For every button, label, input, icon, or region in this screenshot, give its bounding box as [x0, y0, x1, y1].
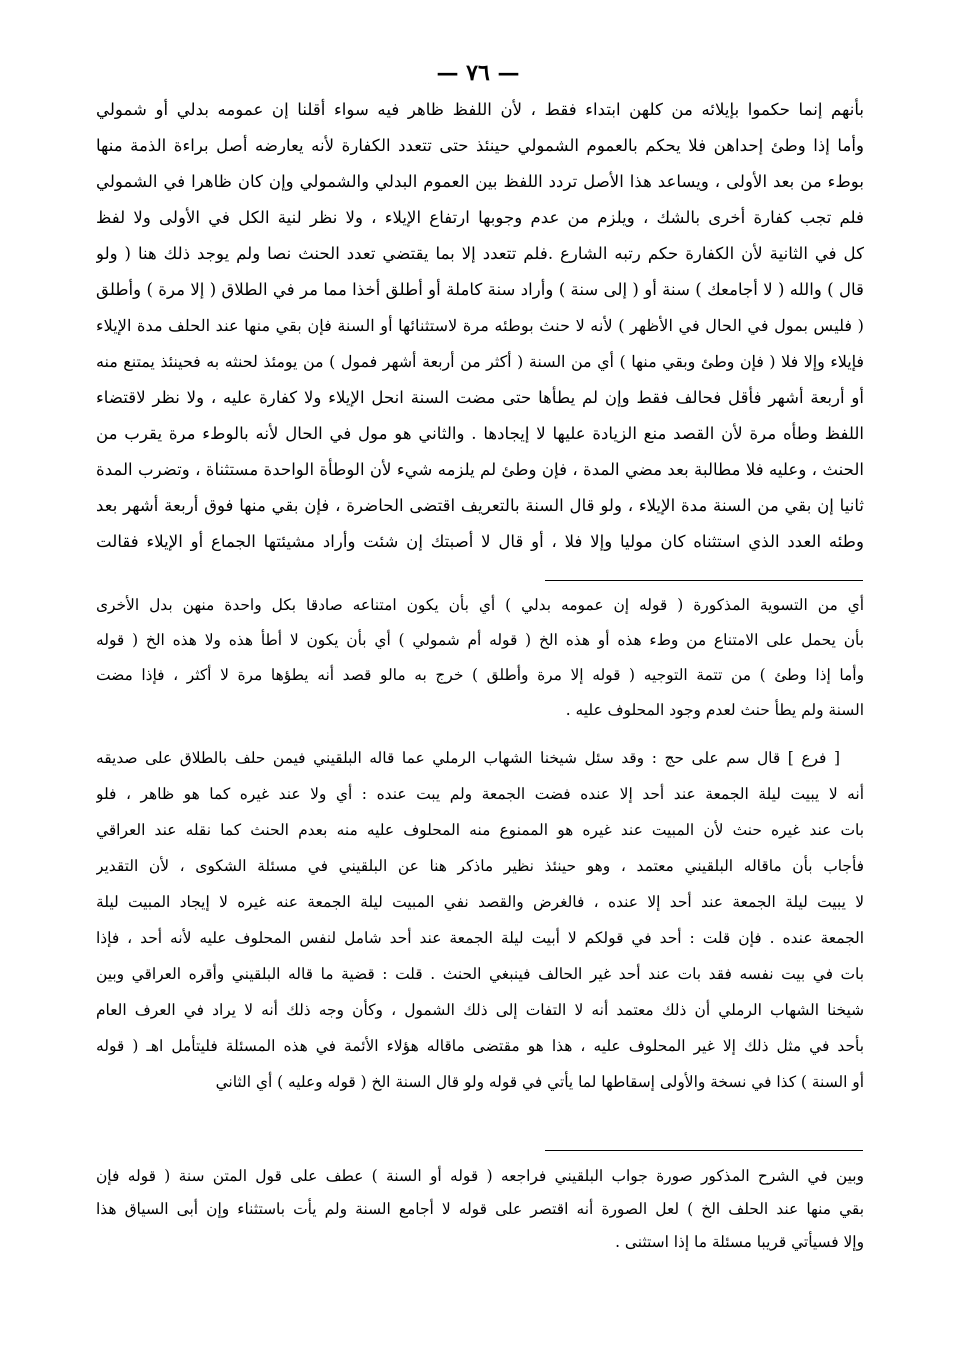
- footnote-line: [ فرع ] قال سم على حج : وقد سئل شيخنا الشهاب الرملي عما قاله البلقيني فيمن حلف بالطلاق على صديقه: [96, 749, 840, 767]
- footnote-line: شيخنا الشهاب الرملي أن ذلك معتمد أنه لا التفات إلى ذلك الشمول ، وكأن وجه ذلك أنه لا يراد في العرف العام: [96, 1001, 864, 1019]
- footnote-line: وإلا فسيأتي قريبا مسئلة ما إذا استثنى .: [615, 1233, 864, 1251]
- footnote-line: وأما إذا وطئ ) من تتمة التوجيه ( قوله إلا مرة وأطلق ) خرج به مالو قصد أنه يطؤها مرة لا أكثر ، فإذا مضت: [96, 666, 864, 684]
- footnote-line: لا يبيت ليلة الجمعة عند أحد إلا عنده ، فالغرض والقصد نفي المبيت ليلة الجمعة عنه غيره لا إيجاد المبيت ليلة: [96, 893, 864, 911]
- footnote-line: الجمعة عنده . فإن قلت : أحد في قولكم لا أبيت ليلة الجمعة عند أحد شامل لنفس المحلوف عليه لأنه أحد ، فإذا: [96, 929, 864, 947]
- footnote-commentary-1: [96, 588, 864, 728]
- main-text: [96, 92, 864, 560]
- footnote-line: أو السنة ) كذا في نسخة والأولى إسقاطها لما يأتي في قوله ولو قال السنة الخ ( قوله وعليه ) أي الثاني: [215, 1073, 864, 1091]
- footnote-line: بقي منها عند الحلف الخ ) لعل الصورة أنه اقتصر على قوله لا أجامع السنة ولم يأت باستثناء وإن أبى السياق هذا: [96, 1200, 864, 1218]
- main-text-line: ( فليس بمول في الحال في الأظهر ) لأنه لا حنث بوطئه مرة لاستثنائها أو السنة فإن بقي منها عند الحلف مدة الإيلاء: [96, 316, 864, 335]
- footnote-line: بأحد في مثل ذلك إلا غير المحلوف عليه ، هذا هو مقتضى ماقاله هؤلاء الأئمة في هذه المسئلة فليتأمل اهـ ( قوله: [96, 1037, 864, 1055]
- footnote-line: بات عند غيره حنث لأن المبيت عند غيره هو الممنوع منه المحلوف عليه منه بعدم الحنث كما نقله عند العراقي: [96, 821, 864, 839]
- main-text-line: وأما إذا وطئ إحداهن فلا يحكم بالعموم الشمولي حينئذ حتى تتعدد الكفارة لأنه يعارضه أصل براءة الذمة منها: [96, 136, 864, 155]
- footnote-line: وبين في الشرح المذكور صورة جواب البلقيني فراجعه ( قوله أو السنة ) عطف على قول المتن سنة ( قوله فإن: [96, 1167, 864, 1185]
- footnote-line: السنة ولم يطأ حنث لعدم وجود المحلوف عليه .: [565, 701, 864, 719]
- main-text-line: اللفظ وطأه مرة لأن القصد منع الزيادة عليها لا إيجادها . والثاني هو مول في الحال لأنه بالوطء مرة يقرب من: [96, 424, 864, 443]
- main-text-line: الحنث ، وعليه فلا مطالبة بعد مضي المدة ، فإن وطئ لم يلزمه شيء لأن الوطأة الواحدة مستثناة ، وتضرب المدة: [96, 460, 864, 479]
- footnote-divider: [545, 580, 863, 581]
- footnote-line: فأجاب بأن ماقاله البلقيني معتمد ، وهو حينئذ نظير ماذكر هنا عن البلقيني في مسئلة الشكوى ، لأن التقدير: [96, 857, 864, 875]
- page-number: — ٧٦ —: [436, 60, 520, 86]
- footnote-line: بات في بيت نفسه فقد بات عند أحد غير الحالف فينبغي الحنث . قلت : قضية ما قاله البلقيني وأقره العراقي وبين: [96, 965, 864, 983]
- footnote-line: أنه لا يبيت ليلة الجمعة عند أحد إلا عنده فضت الجمعة ولم يبت عنده : أي ولا عند غيره كما هو ظاهر ، فلو: [96, 785, 864, 803]
- footnote-line: أي من التسوية المذكورة ( قوله إن عمومه بدلي ) أي بأن يكون امتناعه صادقا بكل واحدة منهن بدل الأخرى: [96, 596, 864, 614]
- main-text-line: وطئه العدد الذي استثناه كان موليا وإلا فلا ، أو قال لا أصبتك إن شئت وأراد مشيئتها الجماع أو الإيلاء فقالت: [96, 532, 864, 551]
- main-text-line: فإيلاء وإلا فلا ( فإن وطئ وبقي منها ) أي من السنة ( أكثر من أربعة أشهر فمول ) من يومئذ لحنثه به فحينئذ يمتنع منه: [96, 352, 864, 371]
- footnote-divider: [545, 1150, 863, 1151]
- main-text-line: فلم تجب كفارة أخرى بالشك ، ويلزم من عدم وجوبها ارتفاع الإيلاء ، ولا نظر لنية الكل في الأولى ولا لفظ: [96, 208, 864, 227]
- main-text-line: أو أربعة أشهر فأقل فحالف فقط وإن لم يطأها حتى مضت السنة انحل الإيلاء ولا كفارة عليه ، ولا نظر لاقتضاء: [96, 388, 864, 407]
- footnote-line: بأن يحمل على الامتناع من وطء هذه أو هذه الخ ( قوله أم شمولي ) أي بأن يكون لا أطأ هذه ولا هذه الخ ( قوله: [96, 631, 864, 649]
- main-text-line: بأنهم إنما حكموا بإيلائه من كلهن ابتداء فقط ، لأن اللفظ ظاهر فيه سواء أقلنا إن عمومه بدلي أو شمولي: [96, 100, 864, 119]
- footnote-commentary-2: [96, 740, 864, 1100]
- main-text-line: ثانيا إن بقي من السنة مدة الإيلاء ، ولو قال السنة بالتعريف اقتضى الحاضرة ، فإن بقي منها فوق أربعة أشهر بعد: [96, 496, 864, 515]
- main-text-line: كل في الثانية لأن الكفارة حكم رتبه الشارع .فلم تتعدد إلا بما يقتضي تعدد الحنث نصا ولم يوجد ذلك هنا ( ولو: [96, 244, 864, 263]
- footnote-commentary-3: [96, 1160, 864, 1259]
- main-text-line: بوطء من بعد الأولى ، ويساعد هذا الأصل تردد اللفظ بين العموم البدلي والشمولي وإن كان ظاهرا في الشمولي: [96, 172, 864, 191]
- main-text-line: قال ) والله ( لا أجامعك ) سنة أو ( إلى سنة ) وأراد سنة كاملة أو أطلق أخذا مما مر في الطلاق ( إلا مرة ) وأطلق: [96, 280, 864, 299]
